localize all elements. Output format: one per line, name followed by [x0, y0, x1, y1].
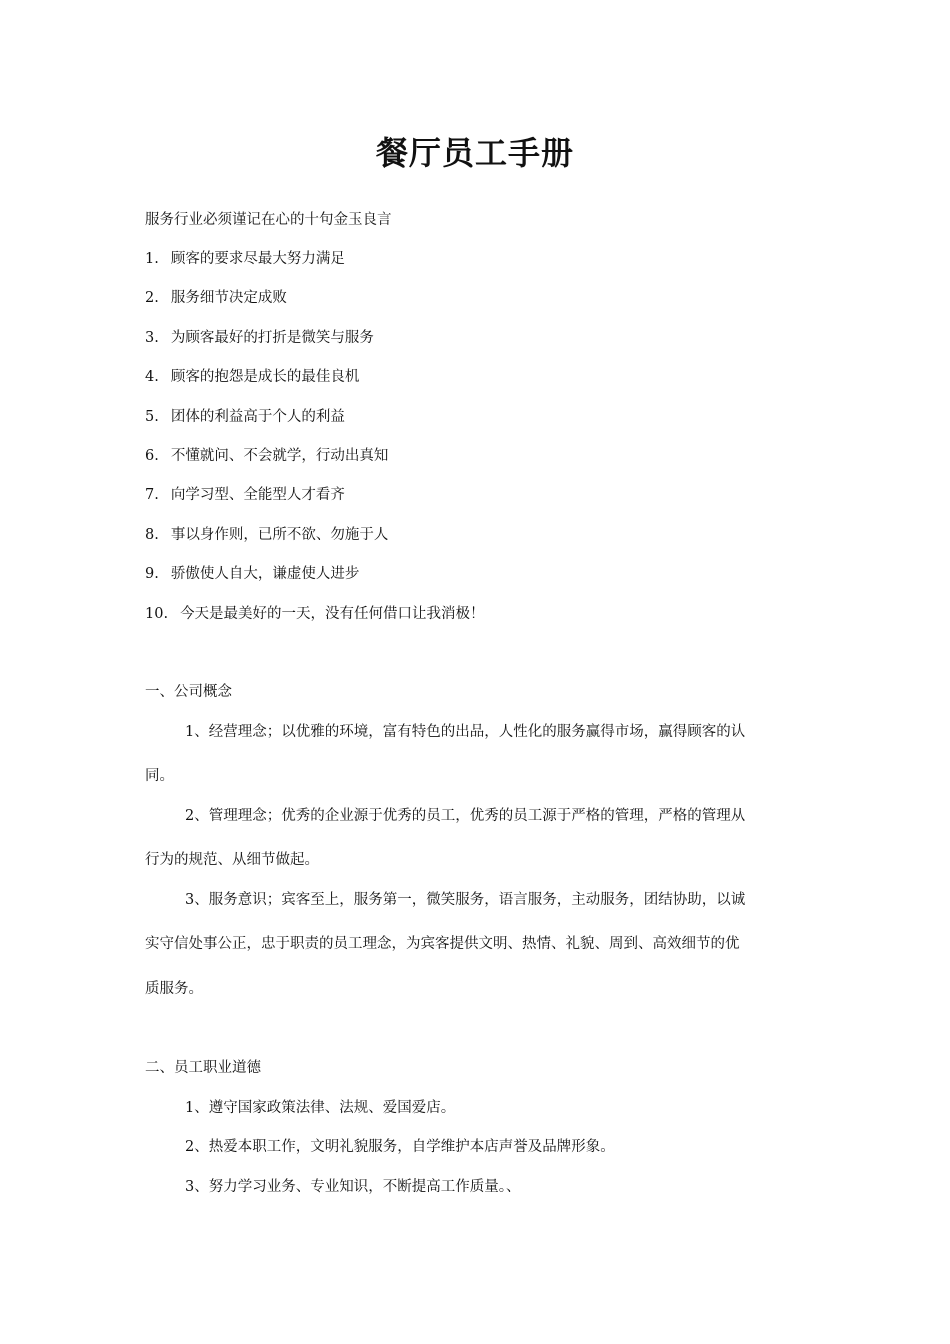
saying-number: 8. — [145, 527, 159, 543]
saying-text: 骄傲使人自大，谦虚使人进步 — [170, 566, 360, 582]
saying-number: 7. — [145, 487, 159, 503]
paragraph-line: 行为的规范、从细节做起。 — [145, 852, 319, 868]
saying-number: 2. — [145, 290, 159, 306]
intro-line: 服务行业必须谨记在心的十句金玉良言 — [145, 212, 392, 228]
saying-text: 顾客的要求尽最大努力满足 — [170, 251, 345, 267]
saying-item — [145, 407, 345, 427]
saying-item — [145, 485, 345, 505]
saying-number: 10. — [145, 606, 169, 622]
paragraph-line: 1、经营理念；以优雅的环境，富有特色的出品，人性化的服务赢得市场，赢得顾客的认 — [185, 724, 746, 740]
saying-text: 今天是最美好的一天，没有任何借口让我消极！ — [180, 606, 485, 622]
saying-item — [145, 446, 388, 466]
saying-text: 顾客的抱怨是成长的最佳良机 — [170, 369, 360, 385]
paragraph-line: 同。 — [145, 768, 174, 784]
saying-item — [145, 288, 287, 308]
paragraph-line: 3、服务意识；宾客至上，服务第一，微笑服务，语言服务，主动服务，团结协助，以诚 — [185, 892, 746, 908]
saying-number: 5. — [145, 409, 159, 425]
saying-text: 事以身作则，已所不欲、勿施于人 — [170, 527, 389, 543]
saying-number: 3. — [145, 330, 159, 346]
saying-item — [145, 525, 388, 545]
saying-number: 6. — [145, 448, 159, 464]
ethics-item: 3、努力学习业务、专业知识，不断提高工作质量。、 — [185, 1179, 521, 1195]
saying-text: 向学习型、全能型人才看齐 — [170, 487, 345, 503]
document-title: 餐厅员工手册 — [375, 134, 574, 172]
paragraph-line: 2、管理理念；优秀的企业源于优秀的员工，优秀的员工源于严格的管理，严格的管理从 — [185, 808, 746, 824]
saying-text: 为顾客最好的打折是微笑与服务 — [170, 330, 374, 346]
paragraph-line: 实守信处事公正，忠于职责的员工理念，为宾客提供文明、热情、礼貌、周到、高效细节的优 — [145, 936, 740, 952]
ethics-item: 1、遵守国家政策法律、法规、爱国爱店。 — [185, 1100, 456, 1116]
section-heading-company: 一、公司概念 — [145, 684, 232, 700]
saying-item — [145, 564, 359, 584]
saying-number: 4. — [145, 369, 159, 385]
saying-number: 9. — [145, 566, 159, 582]
saying-item — [145, 328, 374, 348]
saying-text: 不懂就问、不会就学，行动出真知 — [170, 448, 389, 464]
ethics-item: 2、热爱本职工作，文明礼貌服务，自学维护本店声誉及品牌形象。 — [185, 1139, 615, 1155]
saying-item — [145, 367, 359, 387]
saying-item — [145, 249, 345, 269]
section-heading-ethics: 二、员工职业道德 — [145, 1060, 261, 1076]
saying-number: 1. — [145, 251, 159, 267]
paragraph-line: 质服务。 — [145, 981, 203, 997]
saying-item — [145, 604, 485, 624]
saying-text: 服务细节决定成败 — [170, 290, 287, 306]
saying-text: 团体的利益高于个人的利益 — [170, 409, 345, 425]
